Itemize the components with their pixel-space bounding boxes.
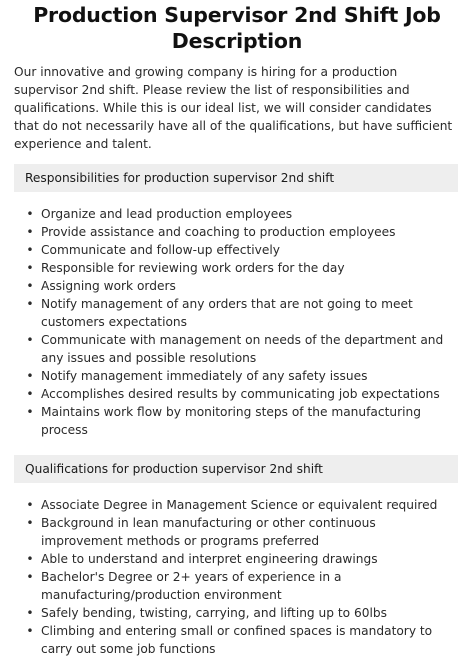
list-item bbox=[23, 568, 460, 604]
list-item-text: Communicate with management on needs of the department and any issues and possible resolutions bbox=[41, 333, 444, 365]
bullet-icon: • bbox=[26, 387, 34, 401]
list-item-text: Safely bending, twisting, carrying, and lifting up to 60lbs bbox=[41, 606, 387, 620]
list-item bbox=[23, 496, 460, 514]
list-item-text: Associate Degree in Management Science or equivalent required bbox=[41, 498, 438, 512]
list-item-text: Climbing and entering small or confined spaces is mandatory to carry out some job functions bbox=[41, 624, 433, 656]
bullet-icon: • bbox=[26, 279, 34, 293]
list-item-text: Maintains work flow by monitoring steps of the manufacturing process bbox=[41, 405, 421, 437]
qualifications-heading: Qualifications for production supervisor 2nd shift bbox=[14, 455, 458, 483]
list-item bbox=[23, 604, 460, 622]
bullet-icon: • bbox=[26, 297, 34, 311]
list-item bbox=[23, 403, 460, 439]
bullet-icon: • bbox=[26, 369, 34, 383]
qualifications-list bbox=[23, 496, 460, 658]
bullet-icon: • bbox=[26, 498, 34, 512]
list-item bbox=[23, 385, 460, 403]
list-item bbox=[23, 295, 460, 331]
list-item bbox=[23, 622, 460, 658]
list-item bbox=[23, 277, 460, 295]
list-item-text: Provide assistance and coaching to production employees bbox=[41, 225, 396, 239]
list-item bbox=[23, 550, 460, 568]
list-item-text: Background in lean manufacturing or other continuous improvement methods or programs preferred bbox=[41, 516, 376, 548]
list-item-text: Assigning work orders bbox=[41, 279, 176, 293]
intro-paragraph: Our innovative and growing company is hiring for a production supervisor 2nd shift. Please review the list of responsibilities and qualifications. While this is our ideal list, we will consider candidates that do not necessarily have all of the qualifications, but have sufficient experience and talent. bbox=[14, 65, 453, 151]
list-item-text: Communicate and follow-up effectively bbox=[41, 243, 280, 257]
list-item bbox=[23, 223, 460, 241]
list-item-text: Notify management immediately of any safety issues bbox=[41, 369, 368, 383]
list-item-text: Bachelor's Degree or 2+ years of experience in a manufacturing/production environment bbox=[41, 570, 342, 602]
list-item bbox=[23, 205, 460, 223]
list-item-text: Notify management of any orders that are not going to meet customers expectations bbox=[41, 297, 413, 329]
list-item bbox=[23, 367, 460, 385]
bullet-icon: • bbox=[26, 225, 34, 239]
list-item-text: Responsible for reviewing work orders for the day bbox=[41, 261, 345, 275]
list-item bbox=[23, 514, 460, 550]
responsibilities-list bbox=[23, 205, 460, 439]
bullet-icon: • bbox=[26, 624, 34, 638]
list-item bbox=[23, 241, 460, 259]
bullet-icon: • bbox=[26, 516, 34, 530]
bullet-icon: • bbox=[26, 261, 34, 275]
bullet-icon: • bbox=[26, 570, 34, 584]
list-item bbox=[23, 331, 460, 367]
bullet-icon: • bbox=[26, 207, 34, 221]
bullet-icon: • bbox=[26, 552, 34, 566]
list-item-text: Organize and lead production employees bbox=[41, 207, 293, 221]
responsibilities-heading: Responsibilities for production supervisor 2nd shift bbox=[14, 164, 458, 192]
list-item-text: Able to understand and interpret engineering drawings bbox=[41, 552, 378, 566]
bullet-icon: • bbox=[26, 243, 34, 257]
bullet-icon: • bbox=[26, 405, 34, 419]
bullet-icon: • bbox=[26, 606, 34, 620]
page-title: Production Supervisor 2nd Shift Job Description bbox=[33, 3, 441, 53]
bullet-icon: • bbox=[26, 333, 34, 347]
list-item-text: Accomplishes desired results by communicating job expectations bbox=[41, 387, 440, 401]
list-item bbox=[23, 259, 460, 277]
